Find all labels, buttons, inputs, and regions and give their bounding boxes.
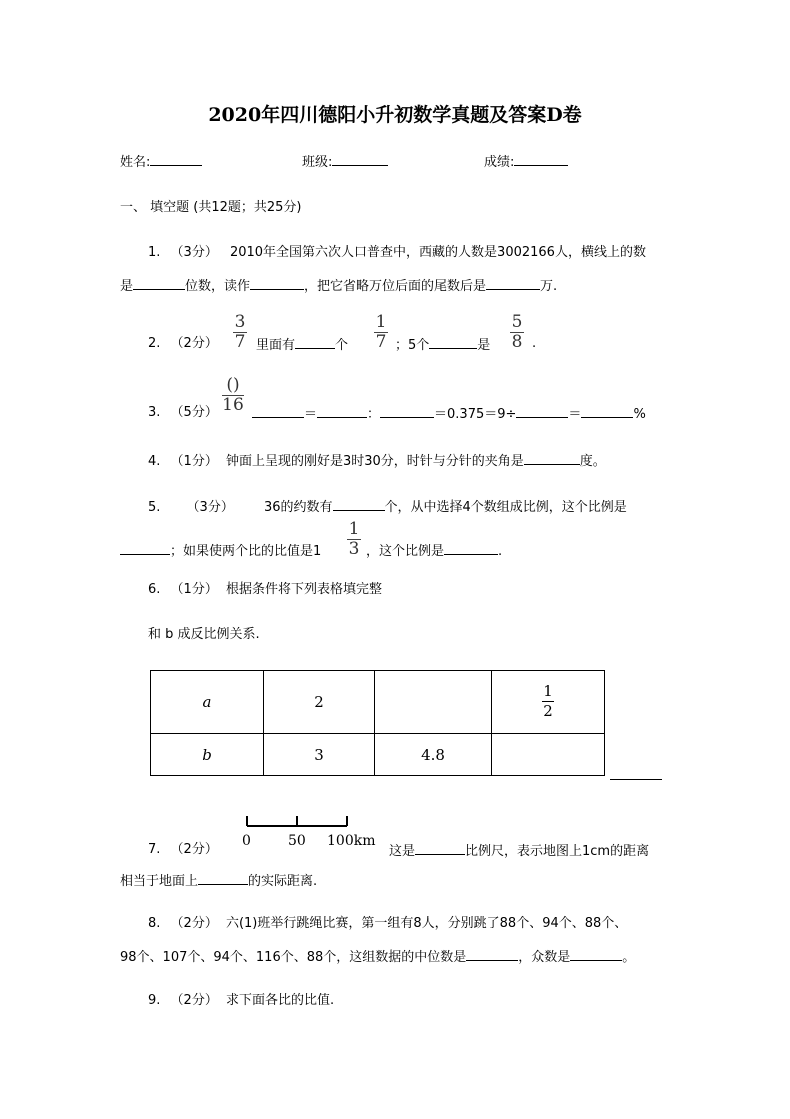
q4-blank[interactable] (524, 452, 580, 465)
q7-text-c: 相当于地面上 (120, 874, 199, 889)
q2-fraction-5-8 (510, 314, 524, 351)
q5-mixed-fraction (347, 521, 361, 558)
q3-line (252, 405, 646, 423)
q2-blank-1[interactable] (295, 336, 335, 349)
q8-text-c: ，众数是 (518, 950, 571, 965)
q5-score: （3分） (186, 500, 234, 515)
q3-score: （5分） (170, 405, 218, 420)
q6-text-a: 根据条件将下列表格填完整 (225, 582, 382, 597)
q2-t4: 是 (477, 338, 491, 353)
q2-head (148, 336, 218, 352)
q1-text-b3: ，把它省略万位后面的尾数后是 (304, 279, 487, 294)
scale-label-50: 50 (288, 833, 306, 849)
name-blank[interactable] (150, 153, 202, 166)
q4-score: （1分） (170, 454, 218, 469)
q9-number: 9. (148, 993, 161, 1008)
q2-f1-den: 7 (234, 332, 246, 352)
q2-line (256, 336, 348, 354)
q4-text-a: 钟面上呈现的刚好是3时30分，时针与分针的夹角是 (225, 454, 524, 469)
q7-blank-1[interactable] (415, 842, 465, 855)
q3-percent: % (633, 407, 646, 422)
q3-f-num: () (226, 375, 240, 395)
q3-eq1: ＝ (304, 407, 318, 422)
head-b-text: b (202, 745, 212, 764)
q6-blank[interactable] (610, 779, 662, 780)
table-head-b (151, 734, 264, 776)
q5-mixed-den: 3 (348, 539, 360, 559)
q9-text: 求下面各比的比值. (225, 993, 335, 1008)
q3-blank-4[interactable] (516, 405, 568, 418)
q3-colon: ： (367, 407, 381, 422)
class-field[interactable] (302, 153, 388, 171)
q1-number: 1. (148, 245, 161, 260)
q2-score: （2分） (170, 336, 218, 351)
q2-t2: 个 (335, 338, 349, 353)
q8-number: 8. (148, 916, 161, 931)
q1-text: 2010年全国第六次人口普查中，西藏的人数是3002166人，横线上的数 (229, 245, 646, 260)
score-label: 成绩: (484, 155, 515, 170)
q3-blank-3[interactable] (380, 405, 434, 418)
q1-blank-1[interactable] (133, 277, 185, 290)
q1-text-b1: 是 (120, 279, 134, 294)
q4-number: 4. (148, 454, 161, 469)
q5-mixed-num: 1 (348, 519, 360, 539)
q2-period: . (532, 336, 537, 351)
q3-blank-5[interactable] (581, 405, 633, 418)
name-label: 姓名: (120, 155, 151, 170)
q5-blank-1[interactable] (333, 498, 385, 511)
question-9 (148, 993, 334, 1009)
q5-text-b: 个，从中选择4个数组成比例，这个比例是 (384, 500, 627, 515)
table-head-a (151, 671, 264, 734)
score-field[interactable] (484, 153, 568, 171)
q5-text-d: ，这个比例是 (366, 544, 445, 559)
table-cell-fraction (492, 671, 605, 734)
q1-blank-2[interactable] (250, 277, 304, 290)
question-8-line-1 (148, 916, 627, 932)
question-4 (148, 452, 606, 470)
q3-head (148, 405, 218, 421)
q8-score: （2分） (170, 916, 218, 931)
q6-table (150, 670, 605, 776)
question-5-line-1 (148, 498, 627, 516)
question-5-line-2b (366, 542, 502, 560)
q8-text-a: 六(1)班举行跳绳比赛，第一组有8人，分别跳了88个、94个、88个、 (225, 916, 628, 931)
q2-number: 2. (148, 336, 161, 351)
frac-num: 1 (543, 682, 553, 700)
page-title: 2020年四川德阳小升初数学真题及答案D卷 (208, 104, 582, 126)
score-blank[interactable] (514, 153, 568, 166)
q7-text-a: 这是 (389, 844, 416, 859)
q7-text-d: 的实际距离. (248, 874, 318, 889)
question-1-line-1 (148, 245, 646, 261)
q2-f2-num: 1 (375, 312, 387, 332)
q5-text-c: ；如果使两个比的比值是1 (170, 544, 322, 559)
q8-text-b: 98个、107个、94个、116个、88个，这组数据的中位数是 (120, 950, 467, 965)
class-blank[interactable] (332, 153, 388, 166)
table-cell: 3 (264, 734, 375, 776)
frac-den: 2 (543, 702, 553, 720)
q3-blank-2[interactable] (317, 405, 367, 418)
table-row (151, 671, 605, 734)
q7-head (148, 842, 218, 858)
q2-fraction-1-7 (374, 314, 388, 351)
table-cell: 2 (264, 671, 375, 734)
table-cell-empty[interactable] (375, 671, 492, 734)
question-5-line-2 (120, 542, 321, 560)
q9-score: （2分） (170, 993, 218, 1008)
q3-number: 3. (148, 405, 161, 420)
q8-blank-1[interactable] (466, 948, 518, 961)
head-a-text: a (202, 693, 212, 711)
q7-line-1 (389, 842, 649, 860)
q5-blank-2[interactable] (120, 542, 170, 555)
q2-f2-den: 7 (375, 332, 387, 352)
section-heading: 一、 填空题 (共12题；共25分) (120, 200, 302, 215)
q8-blank-2[interactable] (570, 948, 622, 961)
q6-condition: 和 b 成反比例关系. (148, 627, 260, 642)
scale-label-0: 0 (242, 833, 251, 849)
q3-eq3: ＝ (568, 407, 582, 422)
q7-text-b: 比例尺，表示地图上1cm的距离 (465, 844, 650, 859)
q3-f-den: 16 (222, 395, 244, 415)
q6-score: （1分） (170, 582, 218, 597)
q1-text-b2: 位数，读作 (185, 279, 251, 294)
q7-score: （2分） (170, 842, 218, 857)
q2-blank-2[interactable] (429, 336, 477, 349)
q7-number: 7. (148, 842, 161, 857)
question-1-line-2 (120, 277, 557, 295)
q5-text-e: . (498, 544, 503, 559)
class-label: 班级: (302, 155, 333, 170)
q6-number: 6. (148, 582, 161, 597)
q2-fraction-3-7 (233, 314, 247, 351)
q4-text-b: 度。 (579, 454, 606, 469)
q1-score: （3分） (170, 245, 218, 260)
q7-blank-2[interactable] (198, 872, 248, 885)
fraction-1-2 (542, 684, 554, 719)
q2-f1-num: 3 (234, 312, 246, 332)
q2-f3-num: 5 (511, 312, 523, 332)
q5-blank-3[interactable] (444, 542, 498, 555)
question-6 (148, 582, 382, 598)
q3-fraction-blank-16 (222, 377, 244, 414)
table-cell-empty[interactable] (492, 734, 605, 776)
table-row (151, 734, 605, 776)
table-cell: 4.8 (375, 734, 492, 776)
q5-text-a: 36的约数有 (263, 500, 333, 515)
q2-t1: 里面有 (256, 338, 296, 353)
q7-line-2 (120, 872, 317, 890)
q2-line-2 (395, 336, 490, 354)
q3-eq2: ＝0.375＝9÷ (434, 407, 517, 422)
name-field[interactable] (120, 153, 202, 171)
q1-text-b4: 万. (540, 279, 558, 294)
question-8-line-2 (120, 948, 635, 966)
scale-bar (240, 812, 380, 828)
scale-label-100km: 100km (327, 833, 376, 849)
q5-number: 5. (148, 500, 161, 515)
q2-f3-den: 8 (511, 332, 523, 352)
q2-t3: ；5个 (395, 338, 430, 353)
q3-blank-1[interactable] (252, 405, 304, 418)
q8-text-d: 。 (622, 950, 636, 965)
q1-blank-3[interactable] (486, 277, 540, 290)
